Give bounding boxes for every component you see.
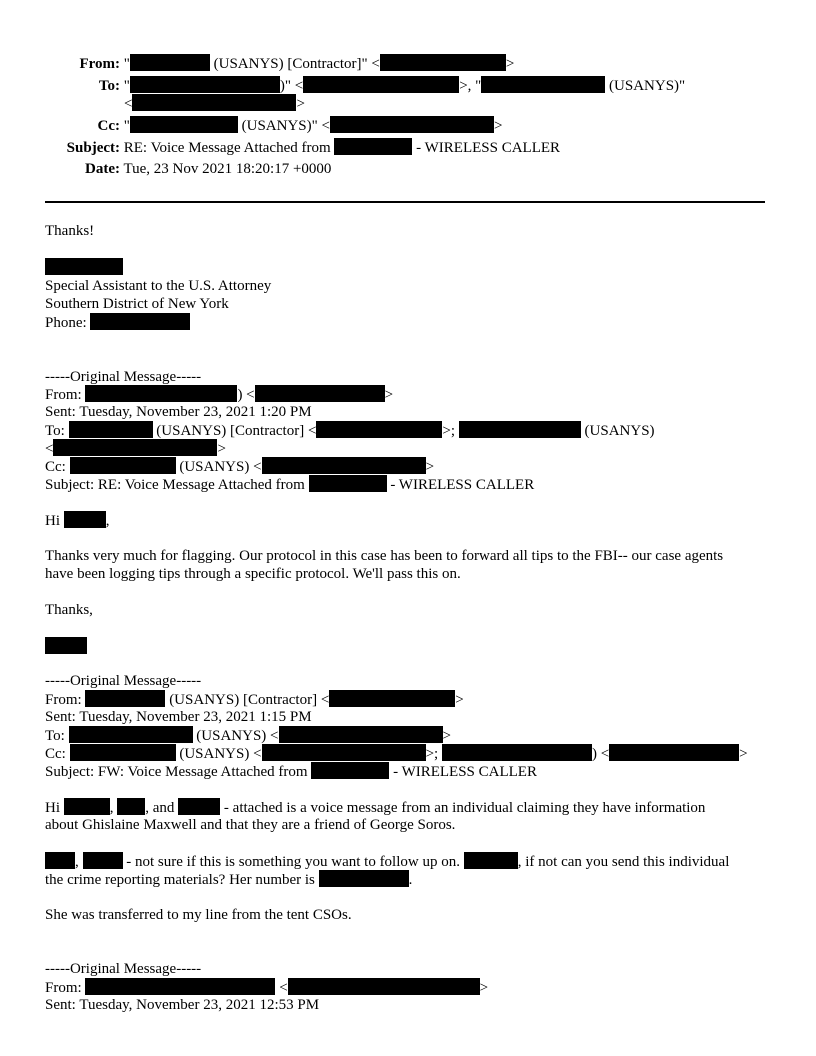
header-date-row	[0, 160, 331, 178]
from-label: From:	[79, 56, 120, 72]
signature-office: Southern District of New York	[45, 296, 229, 312]
redaction-block	[178, 798, 220, 815]
redaction-block	[262, 744, 426, 761]
redaction-block	[303, 76, 459, 93]
to-label: To:	[98, 78, 120, 94]
redaction-block	[319, 870, 409, 887]
date-value: Tue, 23 Nov 2021 18:20:17 +0000	[123, 161, 332, 177]
msg3-sent: Sent: Tuesday, November 23, 2021 1:15 PM	[45, 709, 312, 725]
redaction-block	[53, 439, 217, 456]
redaction-block	[85, 385, 237, 402]
redaction-block	[329, 690, 455, 707]
redaction-block	[481, 76, 605, 93]
msg3-subject: Subject: FW: Voice Message Attached from - WIRELESS CALLER	[45, 764, 537, 780]
cc-label: Cc:	[97, 118, 120, 134]
redaction-block	[311, 762, 389, 779]
redaction-block	[45, 852, 75, 869]
msg2-to: To: (USANYS) [Contractor] < >; (USANYS)	[45, 423, 655, 439]
redaction-block	[64, 798, 110, 815]
msg3-from: From: (USANYS) [Contractor] < >	[45, 692, 464, 708]
redaction-block	[45, 258, 123, 275]
signature-phone: Phone:	[45, 313, 190, 332]
msg2-body-line2: have been logging tips through a specific protocol. We'll pass this on.	[45, 566, 461, 582]
signature-title: Special Assistant to the U.S. Attorney	[45, 278, 272, 294]
msg4-from: From: < >	[45, 980, 489, 996]
redaction-block	[83, 852, 123, 869]
redaction-block	[132, 94, 296, 111]
redaction-block	[609, 744, 739, 761]
signature-name	[45, 258, 123, 277]
redaction-block	[262, 457, 426, 474]
redaction-block	[69, 726, 193, 743]
header-to-row: To: " )" < >, " (USANYS)"	[0, 76, 685, 95]
original-message-divider: -----Original Message-----	[45, 369, 202, 385]
msg2-subject: Subject: RE: Voice Message Attached from - WIRELESS CALLER	[45, 477, 535, 493]
redaction-block	[380, 54, 506, 71]
subject-label: Subject:	[66, 140, 120, 156]
msg3-cc: Cc: (USANYS) < >; ) < >	[45, 746, 748, 762]
msg3-para3: She was transferred to my line from the tent CSOs.	[45, 907, 352, 923]
redaction-block	[459, 421, 581, 438]
redaction-block	[130, 54, 210, 71]
redaction-block	[64, 511, 106, 528]
redaction-block	[70, 744, 176, 761]
msg2-signature	[45, 637, 87, 656]
redaction-block	[255, 385, 385, 402]
msg3-para1-line2: about Ghislaine Maxwell and that they are a friend of George Soros.	[45, 817, 456, 833]
redaction-block	[309, 475, 387, 492]
header-from-row: From: " (USANYS) [Contractor]" < >	[0, 54, 514, 73]
redaction-block	[442, 744, 592, 761]
redaction-block	[85, 978, 275, 995]
original-message-divider: -----Original Message-----	[45, 961, 202, 977]
redaction-block	[130, 76, 280, 93]
msg2-to-cont: < >	[45, 441, 226, 457]
msg3-to: To: (USANYS) < >	[45, 728, 451, 744]
redaction-block	[90, 313, 190, 330]
redaction-block	[130, 116, 238, 133]
msg2-greeting: Hi ,	[45, 513, 110, 529]
msg2-thanks: Thanks,	[45, 602, 93, 618]
header-cc-row: Cc: " (USANYS)" < >	[0, 116, 502, 135]
redaction-block	[70, 457, 176, 474]
msg2-body-line1: Thanks very much for flagging. Our protocol in this case has been to forward all tips to the FBI-- our case agents	[45, 548, 724, 564]
redaction-block	[316, 421, 442, 438]
header-divider	[45, 201, 765, 203]
redaction-block	[279, 726, 443, 743]
redaction-block	[117, 798, 145, 815]
redaction-block	[288, 978, 480, 995]
reply-thanks: Thanks!	[45, 223, 95, 239]
msg2-sent: Sent: Tuesday, November 23, 2021 1:20 PM	[45, 404, 312, 420]
msg2-cc: Cc: (USANYS) < >	[45, 459, 435, 475]
original-message-divider: -----Original Message-----	[45, 673, 202, 689]
redaction-block	[330, 116, 494, 133]
redaction-block	[334, 138, 412, 155]
msg3-para2-line2: the crime reporting materials? Her number is .	[45, 872, 413, 888]
msg3-para1-line1: Hi , , and - attached is a voice message from an individual claiming they have information	[45, 800, 706, 816]
redaction-block	[85, 690, 165, 707]
msg3-para2-line1: , - not sure if this is something you want to follow up on. , if not can you send this individual	[45, 852, 729, 871]
redaction-block	[464, 852, 518, 869]
msg2-from: From: ) < >	[45, 387, 394, 403]
header-subject-row: Subject: RE: Voice Message Attached from - WIRELESS CALLER	[0, 138, 560, 157]
redaction-block	[45, 637, 87, 654]
date-label: Date:	[85, 161, 120, 177]
msg4-sent: Sent: Tuesday, November 23, 2021 12:53 PM	[45, 997, 320, 1013]
redaction-block	[69, 421, 153, 438]
header-to-row-cont: < >	[124, 96, 305, 112]
